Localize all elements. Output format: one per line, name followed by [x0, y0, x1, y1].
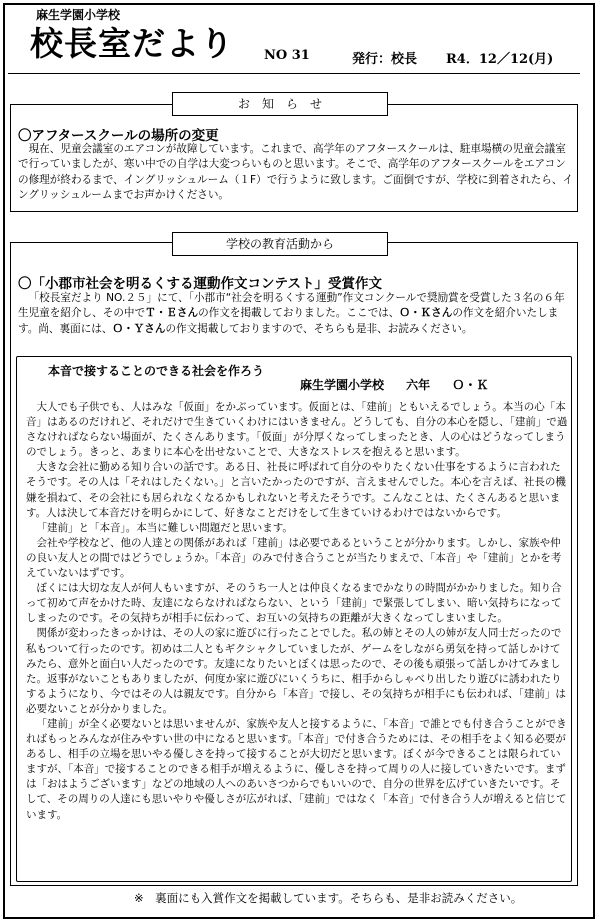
highlight-name: Ｏ・Ｙさん	[112, 322, 166, 335]
activity-body: 「校長室だより NO.２５」にて、「小郡市“社会を明るくする運動”作文コンクールで奨励賞を受賞した３名の６年生児童を紹介し、その中でＴ・Ｅさんの作文を掲載しておりました。ここでは、Ｏ・Ｋさんの作文を紹介いたします。尚、裏面には、Ｏ・Ｙさんの作文掲載しておりますので、そちらも是非、お読みください。	[18, 292, 565, 335]
notice-body: 現在、児童会議室のエアコンが故障しています。これまで、高学年のアフタースクールは、駐車場横の児童会議室で行っていましたが、寒い中での自学は大変つらいものと思います。そこで、高学年のアフタースクールをエアコンの修理が終わるまで、イングリッシュルーム（１F）で行うように致します。ご面倒ですが、学校に到着されたら、イングリッシュルームまでお声かけください。	[18, 143, 574, 201]
essay-paragraph: 「建前」が全く必要ないとは思いませんが、家族や友人と接するように、「本音」で誰とでも付き合うことができればもっとみんなが住みやすい世の中になると思います。「本音」で付き合うためには、その相手をよく知る必要があるし、相手の立場を思いやる優しさを持って接することが大切だと思います。ぼくが今できることは限られていますが、「本音」で接することのできる相手が増えるように、優しさを持って周りの人に接していきたいです。まずは「おはようございます」などの地域の人へのあいさつからでもいいので、自分の世界を広げていきたいです。そして、その周りの人達にも思いやりや優しさが広がれば、「建前」ではなく「本音」で付き合う人が増えると信じています。	[26, 717, 567, 821]
activity-label: 学校の教育活動から	[172, 232, 388, 256]
footer-note: ※ 裏面にも入賞作文を掲載しています。そちらも、是非お読みください。	[134, 891, 523, 905]
notice-heading: 〇アフタースクールの場所の変更	[18, 128, 219, 144]
essay-title: 本音で接することのできる社会を作ろう	[48, 364, 265, 378]
issue-number: NO 31	[264, 48, 310, 63]
essay-paragraph: 会社や学校など、他の人達との関係があれば「建前」は必要であるということが分かります。しかし、家族や仲の良い友人との間ではどうでしょうか。「本音」のみで付き合うことが当たりまえで、「本音」や「建前」とかを考えていないはずです。	[26, 536, 562, 580]
activity-heading: 〇「小郡市社会を明るくする運動作文コンテスト」受賞作文	[18, 276, 382, 292]
essay-paragraph: ぼくには大切な友人が何人もいますが、そのうち一人とは仲良くなるまでかなりの時間がかかりました。知り合って初めて声をかけた時、友達にならなければならない、という「建前」で緊張してしまい、暗い気持ちになってしまったのです。その気持ちが相手に伝わって、お互いの気持ちの距離が大きくなってしまいました。	[26, 582, 562, 625]
school-name: 麻生学園小学校	[36, 8, 121, 22]
highlight-name: Ｏ・Ｋさん	[399, 307, 453, 320]
newsletter-title: 校長室だより	[30, 24, 234, 63]
essay-body	[26, 400, 568, 823]
header-divider	[8, 73, 580, 74]
issuer: 発行：校長	[352, 52, 418, 67]
issue-date: R4．12／12(月)	[446, 52, 554, 67]
essay-paragraph: 関係が変わったきっかけは、その人の家に遊びに行ったことでした。私の姉とその人の姉が友人同士だったので私もついて行ったのです。初めは二人ともギクシャクしていましたが、ゲームをしながら勇気を持って話しかけてみたら、意外と面白い人だったのです。友達になりたいとぼくは思ったので、その後も頑張って話しかけてみました。返事がないこともありましたが、何度か家に遊びにいくうちに、相手からしゃべり出したり遊びに誘われたりするようになり、今ではその人は親友です。自分から「本音」で接し、その気持ちが相手にも伝われば、「建前」は必要ないことが分かりました。	[26, 627, 566, 715]
highlight-name: Ｔ・Ｅさん	[145, 307, 199, 320]
essay-paragraph: 大人でも子供でも、人はみな「仮面」をかぶっています。仮面とは、「建前」ともいえるでしょう。本当の心「本音」はあるのだけれど、それだけで生きていくわけにはいきません。どうしても、自分の本心を隠し、「建前」で過さなければならない場面が、たくさんあります。「仮面」が分厚くなってしまったとき、人の心はどうなってしまうのでしょう。きっと、あまりに本心を出せないことで、大きなストレスを抱えると思います。	[26, 401, 568, 459]
essay-paragraph: 大きな会社に勤める知り合いの話です。ある日、社長に呼ばれて自分のやりたくない仕事をするように言われたそうです。その人は「それはしたくない。」と言いたかったのですが、言えませんでした。本心を言えば、社長の機嫌を損ねて、その会社にも居られなくなるかもしれないと考えたそうです。こんなことは、たくさんあると思います。人は決して本音だけを明らかにして、好きなことだけをして生きていけるわけではないからです。	[26, 461, 566, 519]
notice-label: お 知 ら せ	[172, 92, 388, 116]
essay-author: 麻生学園小学校 六年 Ｏ・Ｋ	[300, 378, 489, 392]
essay-paragraph: 「建前」と「本音」。本当に難しい問題だと思います。	[36, 521, 293, 534]
